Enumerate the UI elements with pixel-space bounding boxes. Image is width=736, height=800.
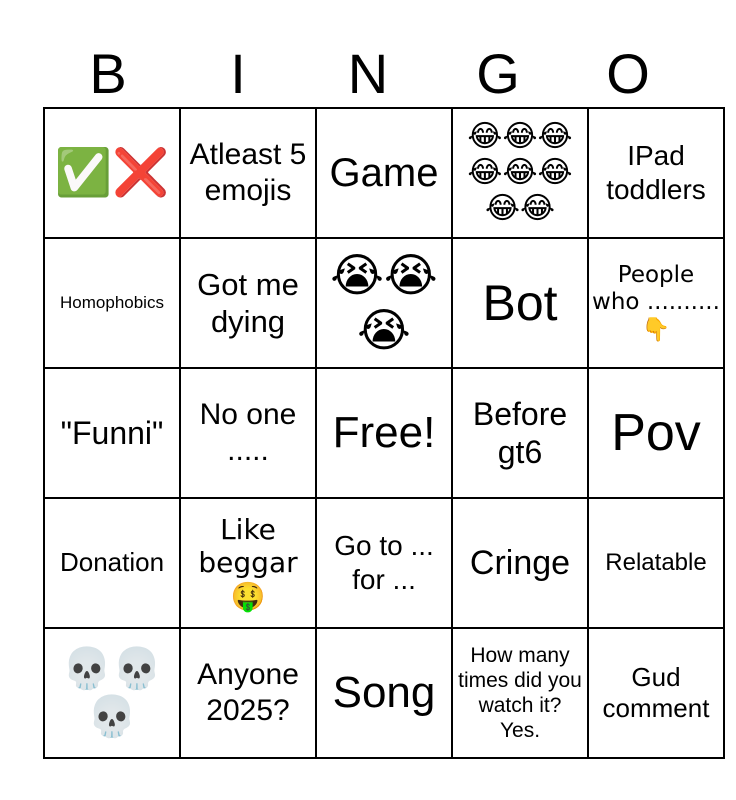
board-row	[44, 628, 724, 758]
bingo-header	[43, 40, 693, 108]
bingo-cell[interactable]: People who .......... 👇	[588, 238, 724, 368]
bingo-cell[interactable]: Anyone 2025?	[180, 628, 316, 758]
board-row	[44, 368, 724, 498]
bingo-cell[interactable]: 😂😂😂 😂😂😂 😂😂	[452, 108, 588, 238]
bingo-cell[interactable]: "Funni"	[44, 368, 180, 498]
bingo-cell[interactable]: Donation	[44, 498, 180, 628]
bingo-cell[interactable]: 😭😭 😭	[316, 238, 452, 368]
bingo-cell[interactable]: Cringe	[452, 498, 588, 628]
bingo-cell[interactable]: Go to ... for ...	[316, 498, 452, 628]
bingo-cell[interactable]: Before gt6	[452, 368, 588, 498]
header-letter-i: I	[230, 42, 246, 105]
bingo-cell[interactable]: Pov	[588, 368, 724, 498]
board-row	[44, 108, 724, 238]
header-letter-g: G	[476, 42, 520, 105]
board-row	[44, 238, 724, 368]
bingo-cell[interactable]: Game	[316, 108, 452, 238]
bingo-cell[interactable]: How many times did you watch it? Yes.	[452, 628, 588, 758]
bingo-cell[interactable]: Free!	[316, 368, 452, 498]
bingo-cell[interactable]: No one .....	[180, 368, 316, 498]
bingo-cell[interactable]: Bot	[452, 238, 588, 368]
bingo-cell[interactable]: Atleast 5 emojis	[180, 108, 316, 238]
bingo-cell[interactable]: Homophobics	[44, 238, 180, 368]
bingo-cell[interactable]: Song	[316, 628, 452, 758]
bingo-cell[interactable]: Relatable	[588, 498, 724, 628]
bingo-cell[interactable]: 💀💀 💀	[44, 628, 180, 758]
header-letter-n: N	[347, 42, 389, 105]
bingo-cell[interactable]: Got me dying	[180, 238, 316, 368]
header-letter-b: B	[89, 42, 127, 105]
bingo-board	[43, 107, 725, 759]
board-row	[44, 498, 724, 628]
bingo-cell[interactable]: ✅❌	[44, 108, 180, 238]
bingo-cell[interactable]: Like beggar 🤑	[180, 498, 316, 628]
header-letter-o: O	[606, 42, 650, 105]
bingo-cell[interactable]: IPad toddlers	[588, 108, 724, 238]
bingo-cell[interactable]: Gud comment	[588, 628, 724, 758]
